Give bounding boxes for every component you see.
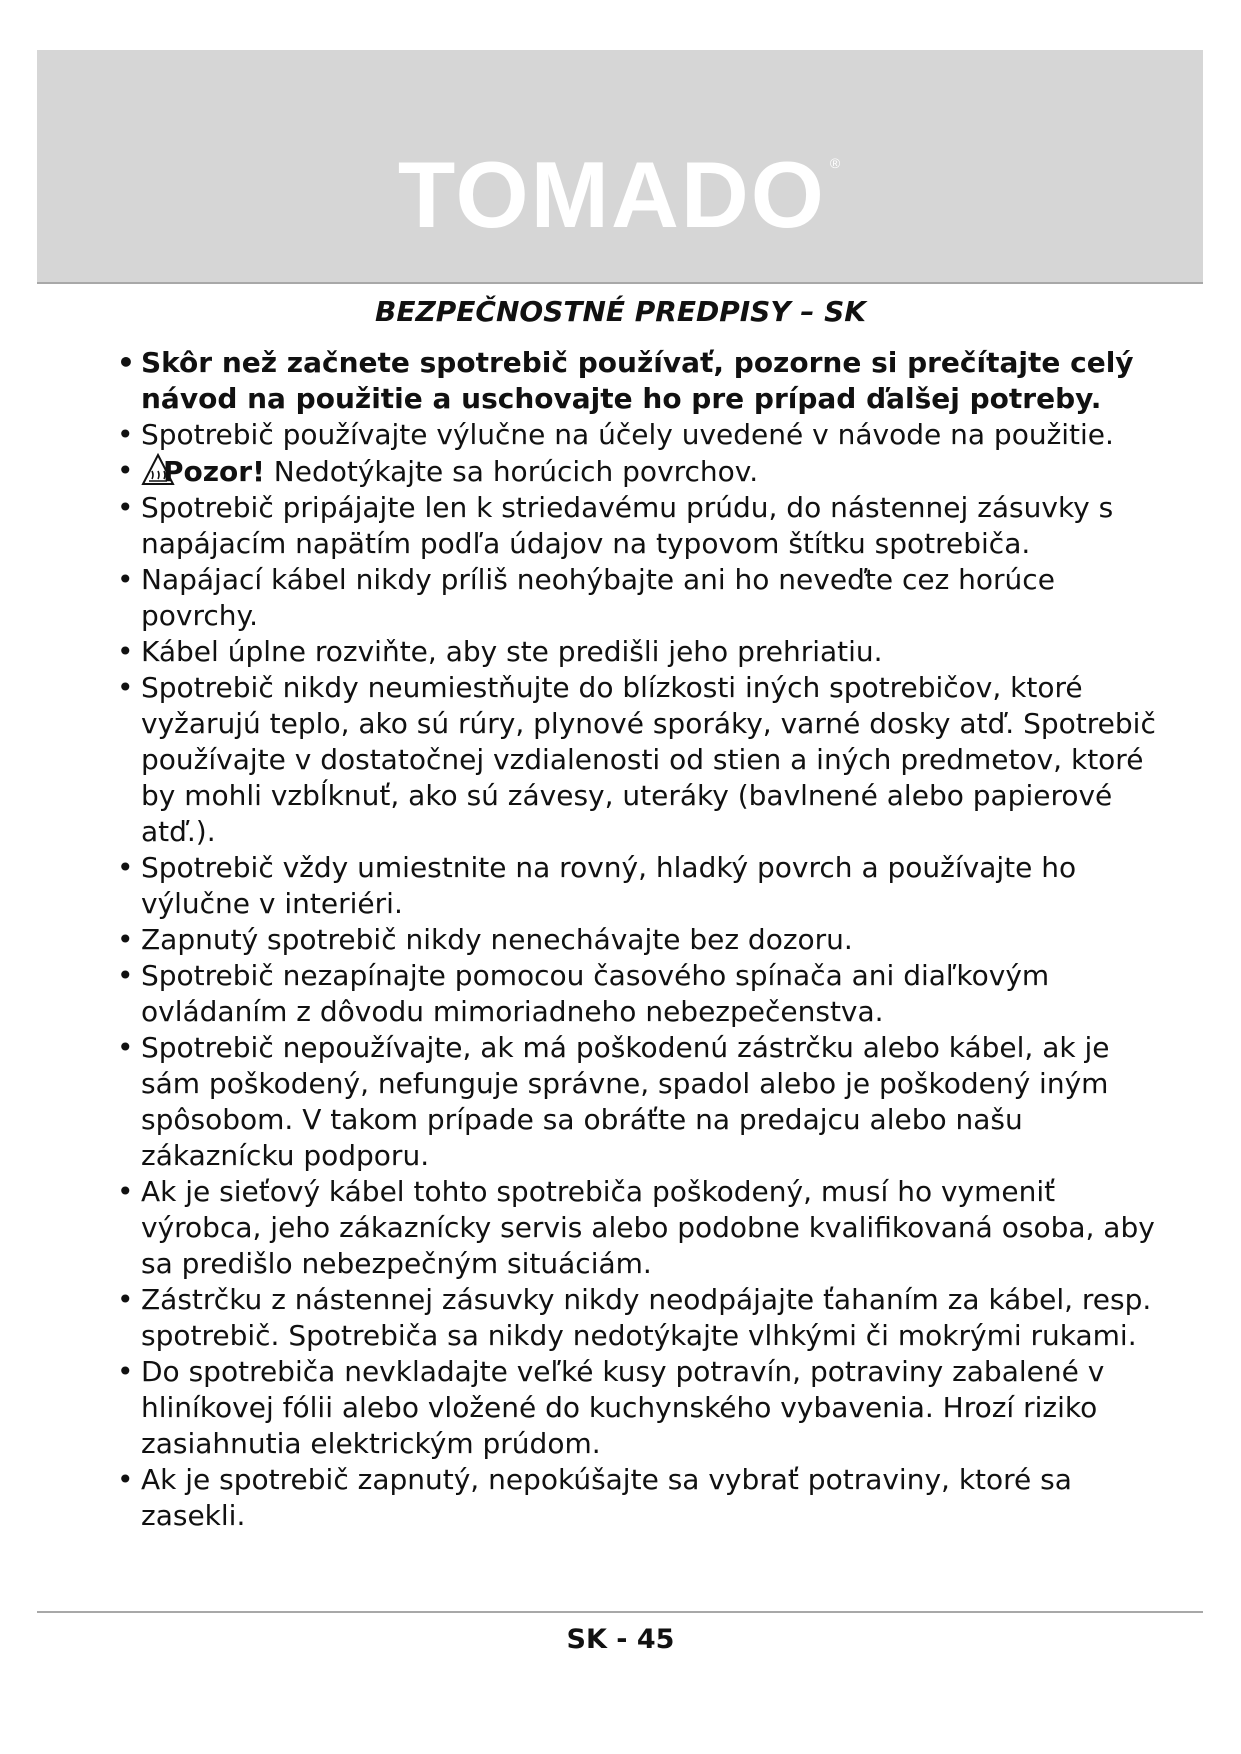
safety-rules-list [117, 345, 1157, 1534]
rule-text: Do spotrebiča nevkladajte veľké kusy potravín, potraviny zabalené v hliníkovej fólii alebo vložené do kuchynského vybavenia. Hrozí riziko zasiahnutia elektrickým prúdom. [141, 1355, 1105, 1460]
list-item [117, 1354, 1157, 1462]
rule-text: Spotrebič používajte výlučne na účely uvedené v návode na použitie. [141, 418, 1114, 451]
footer-divider [37, 1611, 1203, 1613]
list-item [117, 850, 1157, 922]
brand-logo [37, 142, 1203, 247]
list-item [117, 345, 1157, 417]
rule-text: Nedotýkajte sa horúcich povrchov. [264, 455, 759, 488]
rule-text: Spotrebič nepoužívajte, ak má poškodenú zástrčku alebo kábel, ak je sám poškodený, nefunguje správne, spadol alebo je poškodený iným spôsobom. V takom prípade sa obráťte na predajcu alebo našu zákaznícku podporu. [141, 1031, 1110, 1172]
list-item [117, 958, 1157, 1030]
list-item [117, 453, 1157, 490]
bullet: • [117, 671, 134, 704]
bullet: • [117, 959, 134, 992]
list-item [117, 1030, 1157, 1174]
bullet: • [117, 1175, 134, 1208]
rule-text: Spotrebič nikdy neumiestňujte do blízkosti iných spotrebičov, ktoré vyžarujú teplo, ako sú rúry, plynové sporáky, varné dosky atď. Spotrebič používajte v dostatočnej vzdialenosti od stien a iných predmetov, ktoré by mohli vzbĺknuť, ako sú závesy, uteráky (bavlnené alebo papierové atď.). [141, 671, 1156, 848]
rule-text: Spotrebič pripájajte len k striedavému prúdu, do nástennej zásuvky s napájacím napätím podľa údajov na typovom štítku spotrebiča. [141, 491, 1114, 560]
list-item [117, 1174, 1157, 1282]
rule-text: Skôr než začnete spotrebič používať, pozorne si prečítajte celý návod na použitie a uschovajte ho pre prípad ďalšej potreby. [141, 346, 1134, 415]
page-number: SK - 45 [566, 1624, 675, 1655]
bullet: • [117, 1463, 134, 1496]
list-item [117, 670, 1157, 850]
logo-text: TOMADO [397, 142, 826, 247]
bullet: • [117, 491, 134, 524]
bullet: • [117, 1355, 134, 1388]
list-item [117, 634, 1157, 670]
rule-text: Kábel úplne rozviňte, aby ste predišli jeho prehriatiu. [141, 635, 883, 668]
bullet: • [117, 454, 134, 487]
rule-text: Spotrebič vždy umiestnite na rovný, hladký povrch a používajte ho výlučne v interiéri. [141, 851, 1077, 920]
bullet: • [117, 346, 135, 379]
warning-label: Pozor! [163, 455, 265, 488]
rule-text: Ak je spotrebič zapnutý, nepokúšajte sa vybrať potraviny, ktoré sa zasekli. [141, 1463, 1072, 1532]
rule-text: Ak je sieťový kábel tohto spotrebiča poškodený, musí ho vymeniť výrobca, jeho zákaznícky servis alebo podobne kvalifikovaná osoba, aby sa predišlo nebezpečným situáciám. [141, 1175, 1155, 1280]
list-item [117, 922, 1157, 958]
list-item [117, 490, 1157, 562]
list-item [117, 1282, 1157, 1354]
bullet: • [117, 1283, 134, 1316]
page-title: BEZPEČNOSTNÉ PREDPISY – SK [375, 295, 866, 328]
bullet: • [117, 1031, 134, 1064]
list-item [117, 417, 1157, 453]
bullet: • [117, 418, 134, 451]
list-item [117, 1462, 1157, 1534]
rule-text: Zástrčku z nástennej zásuvky nikdy neodpájajte ťahaním za kábel, resp. spotrebič. Spotrebiča sa nikdy nedotýkajte vlhkými či mokrými rukami. [141, 1283, 1152, 1352]
rule-text: Zapnutý spotrebič nikdy nenechávajte bez dozoru. [141, 923, 853, 956]
bullet: • [117, 923, 134, 956]
list-item [117, 562, 1157, 634]
header-band [37, 50, 1203, 284]
registered-mark: ® [829, 155, 843, 171]
rule-text: Spotrebič nezapínajte pomocou časového spínača ani diaľkovým ovládaním z dôvodu mimoriadneho nebezpečenstva. [141, 959, 1050, 1028]
bullet: • [117, 563, 134, 596]
rule-text: Napájací kábel nikdy príliš neohýbajte ani ho neveďte cez horúce povrchy. [141, 563, 1055, 632]
bullet: • [117, 635, 134, 668]
bullet: • [117, 851, 134, 884]
